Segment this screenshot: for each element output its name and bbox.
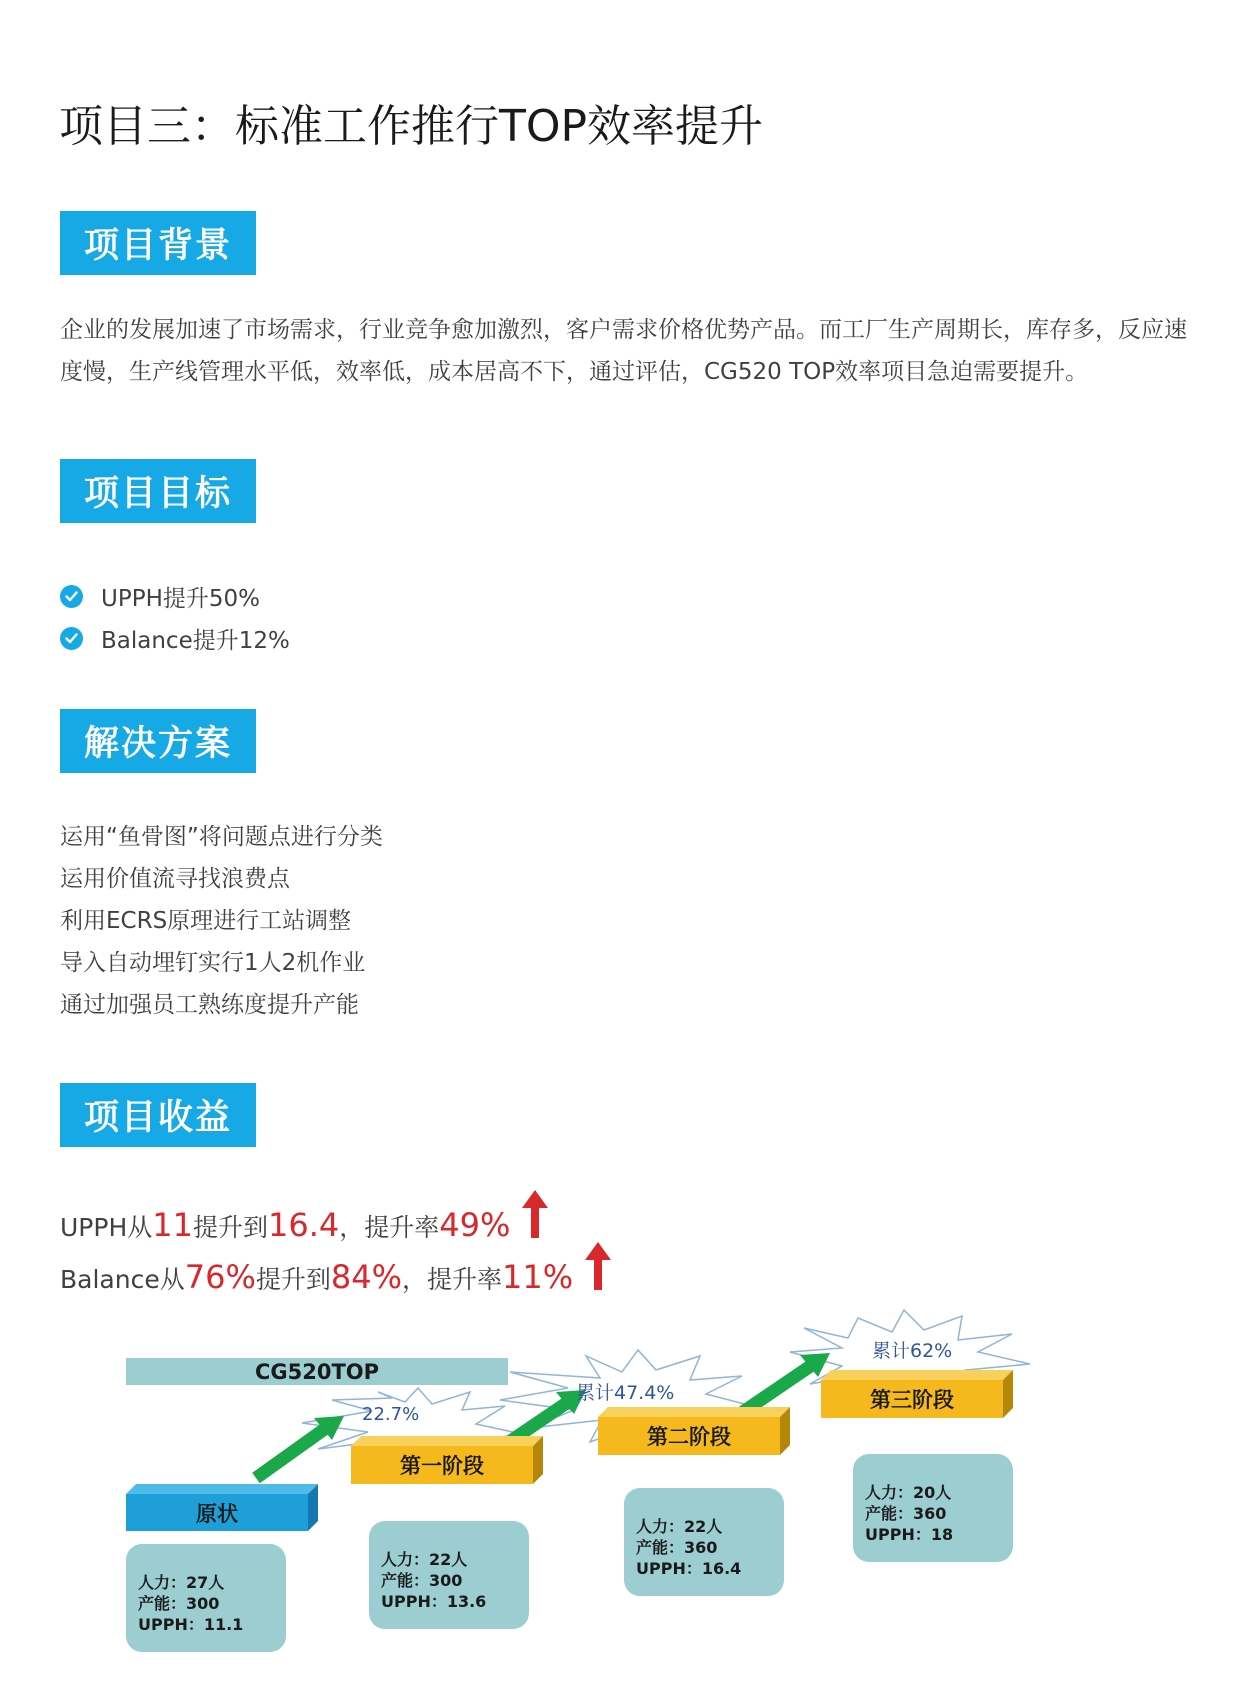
stage-name: 第二阶段 bbox=[647, 1425, 731, 1449]
solution-item: 导入自动埋钉实行1人2机作业 bbox=[60, 950, 366, 976]
benefit-rate-value: 11% bbox=[502, 1258, 574, 1296]
section-heading-benefits: 项目收益 bbox=[60, 1083, 256, 1147]
info-people: 人力：22人 bbox=[636, 1517, 723, 1536]
solution-item: 运用“鱼骨图”将问题点进行分类 bbox=[60, 824, 383, 850]
info-capacity: 产能：360 bbox=[865, 1504, 947, 1523]
info-upph: UPPH：13.6 bbox=[381, 1592, 487, 1611]
info-capacity: 产能：300 bbox=[381, 1571, 463, 1590]
benefit-rate-value: 49% bbox=[439, 1206, 511, 1244]
section-heading-goals: 项目目标 bbox=[60, 459, 256, 523]
stage-info-box bbox=[624, 1488, 784, 1596]
stage-info-box bbox=[369, 1521, 529, 1629]
benefit-label: Balance从 bbox=[60, 1265, 185, 1294]
stage-block bbox=[598, 1407, 790, 1455]
info-capacity: 产能：300 bbox=[138, 1594, 220, 1613]
burst-label: 22.7% bbox=[362, 1404, 420, 1425]
stage-info-box bbox=[126, 1544, 286, 1652]
solution-item: 运用价值流寻找浪费点 bbox=[60, 866, 290, 892]
info-capacity: 产能：360 bbox=[636, 1538, 718, 1557]
stage-name: 第三阶段 bbox=[870, 1388, 954, 1412]
info-upph: UPPH：16.4 bbox=[636, 1559, 742, 1578]
info-people: 人力：20人 bbox=[865, 1483, 952, 1502]
page-title: 项目三：标准工作推行TOP效率提升 bbox=[59, 101, 764, 152]
diagram-banner: CG520TOP bbox=[126, 1358, 508, 1385]
benefit-label: UPPH从 bbox=[60, 1213, 153, 1242]
solution-item: 通过加强员工熟练度提升产能 bbox=[60, 992, 359, 1018]
stage-block bbox=[821, 1370, 1013, 1418]
info-people: 人力：27人 bbox=[138, 1573, 225, 1592]
goal-text: Balance提升12% bbox=[101, 627, 290, 654]
burst-label: 累计47.4% bbox=[576, 1382, 675, 1404]
goal-text: UPPH提升50% bbox=[101, 585, 260, 612]
benefit-from-value: 11 bbox=[152, 1206, 193, 1244]
benefit-rate-label: ，提升率 bbox=[339, 1213, 440, 1242]
benefit-rate-label: ，提升率 bbox=[401, 1265, 502, 1294]
stage-block bbox=[351, 1436, 543, 1484]
benefit-mid-label: 提升到 bbox=[255, 1265, 331, 1294]
info-upph: UPPH：11.1 bbox=[138, 1615, 244, 1634]
section-heading-solutions: 解决方案 bbox=[60, 709, 256, 773]
section-heading-background: 项目背景 bbox=[60, 211, 256, 275]
info-upph: UPPH：18 bbox=[865, 1525, 954, 1544]
background-text: 企业的发展加速了市场需求，行业竞争愈加激烈，客户需求价格优势产品。而工厂生产周期长，库存多，反应速度慢，生产线管理水平低，效率低，成本居高不下，通过评估，CG520 TOP效率项目急迫需要提升。 bbox=[60, 317, 1187, 385]
stage-name: 第一阶段 bbox=[400, 1454, 484, 1478]
stage-info-box bbox=[853, 1454, 1013, 1562]
burst-label: 累计62% bbox=[872, 1340, 953, 1362]
stage-block bbox=[126, 1484, 318, 1531]
solution-item: 利用ECRS原理进行工站调整 bbox=[60, 908, 352, 934]
benefit-to-value: 84% bbox=[330, 1258, 402, 1296]
stage-name: 原状 bbox=[196, 1501, 238, 1526]
benefit-to-value: 16.4 bbox=[267, 1206, 340, 1244]
info-people: 人力：22人 bbox=[381, 1550, 468, 1569]
benefit-from-value: 76% bbox=[184, 1258, 256, 1296]
benefit-mid-label: 提升到 bbox=[192, 1213, 268, 1242]
